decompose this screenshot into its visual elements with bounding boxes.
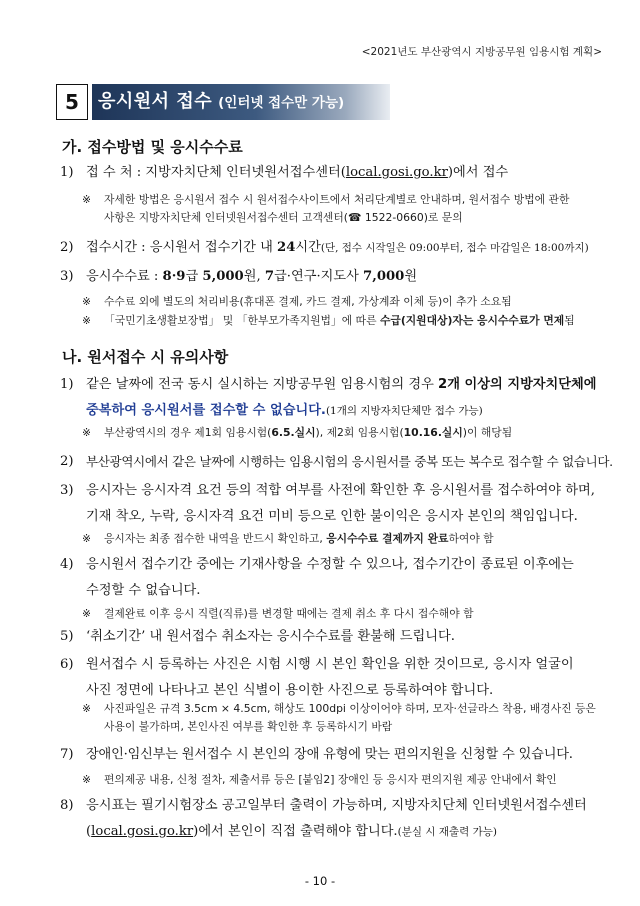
list-item: 2) 부산광역시에서 같은 날짜에 시행하는 임용시험의 응시원서를 중복 또는 복수로 접수할 수 없습니다.: [60, 454, 613, 469]
list-item: 1) 접 수 처 : 지방자치단체 인터넷원서접수센터(local.gosi.go.kr)에서 접수: [60, 165, 509, 180]
list-item: 4) 응시원서 접수기간 중에는 기재사항을 수정할 수 있으나, 접수기간이 종료된 이후에는 수정할 수 없습니다.: [60, 557, 574, 598]
note: ※ 편의제공 내용, 신청 절차, 제출서류 등은 [붙임2] 장애인 등 응시자 편의지원 제공 안내에서 확인: [82, 773, 557, 786]
section-banner: [56, 84, 388, 120]
note: ※ 결제완료 이후 응시 직렬(직류)를 변경할 때에는 결제 취소 후 다시 접수해야 함: [82, 607, 474, 620]
list-item: 3) 응시수수료 : 8·9급 5,000원, 7급·연구·지도사 7,000원: [60, 269, 418, 284]
list-item: 6) 원서접수 시 등록하는 사진은 시험 시행 시 본인 확인을 위한 것이므로, 응시자 얼굴이 사진 정면에 나타나고 본인 식별이 용이한 사진으로 등록하여야 합니다.: [60, 657, 574, 698]
subsection-title-b: 나. 원서접수 시 유의사항: [62, 348, 229, 366]
note: ※ 자세한 방법은 응시원서 접수 시 원서접수사이트에서 처리단계별로 안내하며, 원서접수 방법에 관한 사항은 지방자치단체 인터넷원서접수센터 고객센터(☎ 1522-0660)로 문의: [82, 193, 570, 224]
section-title: 응시원서 접수: [98, 91, 213, 112]
document-header: <2021년도 부산광역시 지방공무원 임용시험 계획>: [361, 46, 602, 58]
list-item: 1) 같은 날짜에 전국 동시 실시하는 지방공무원 임용시험의 경우 2개 이상의 지방자치단체에 중복하여 응시원서를 접수할 수 없습니다.(1개의 지방자치단체만 접수 가능): [60, 377, 597, 418]
list-item: 7) 장애인·임신부는 원서접수 시 본인의 장애 유형에 맞는 편의지원을 신청할 수 있습니다.: [60, 747, 573, 762]
note: ※ 「국민기초생활보장법」 및 「한부모가족지원법」에 따른 수급(지원대상)자는 응시수수료가 면제됨: [82, 314, 575, 327]
page-number: - 10 -: [304, 874, 336, 888]
list-item: 3) 응시자는 응시자격 요건 등의 적합 여부를 사전에 확인한 후 응시원서를 접수하여야 하며, 기재 착오, 누락, 응시자격 요건 미비 등으로 인한 불이익은 응시자 본인의 책임입니다.: [60, 483, 595, 524]
section-number-box: 5: [56, 84, 88, 120]
section-subtitle: (인터넷 접수만 가능): [218, 95, 345, 111]
note: ※ 부산광역시의 경우 제1회 임용시험(6.5.실시), 제2회 임용시험(10.16.실시)이 해당됨: [82, 426, 513, 439]
gosi-link[interactable]: local.gosi.go.kr: [91, 824, 194, 839]
list-item: 2) 접수시간 : 응시원서 접수기간 내 24시간(단, 접수 시작일은 09:00부터, 접수 마감일은 18:00까지): [60, 240, 589, 255]
note: ※ 수수료 외에 별도의 처리비용(휴대폰 결제, 카드 결제, 가상계좌 이체 등)이 추가 소요됨: [82, 295, 512, 308]
gosi-link[interactable]: local.gosi.go.kr: [345, 165, 448, 180]
note: ※ 사진파일은 규격 3.5cm × 4.5cm, 해상도 100dpi 이상이어야 하며, 모자·선글라스 착용, 배경사진 등은 사용이 불가하며, 본인사진 여부를 확인한 후 등록하시기 바람: [82, 702, 596, 733]
subsection-title-a: 가. 접수방법 및 응시수수료: [62, 138, 243, 156]
list-item: 8) 응시표는 필기시험장소 공고일부터 출력이 가능하며, 지방자치단체 인터넷원서접수센터 (local.gosi.go.kr)에서 본인이 직접 출력해야 합니다.(분실 시 재출력 가능): [60, 798, 587, 839]
section-title-bar: [92, 84, 390, 120]
list-item: 5) ‘취소기간’ 내 원서접수 취소자는 응시수수료를 환불해 드립니다.: [60, 629, 455, 644]
note: ※ 응시자는 최종 접수한 내역을 반드시 확인하고, 응시수수료 결제까지 완료하여야 함: [82, 532, 494, 545]
